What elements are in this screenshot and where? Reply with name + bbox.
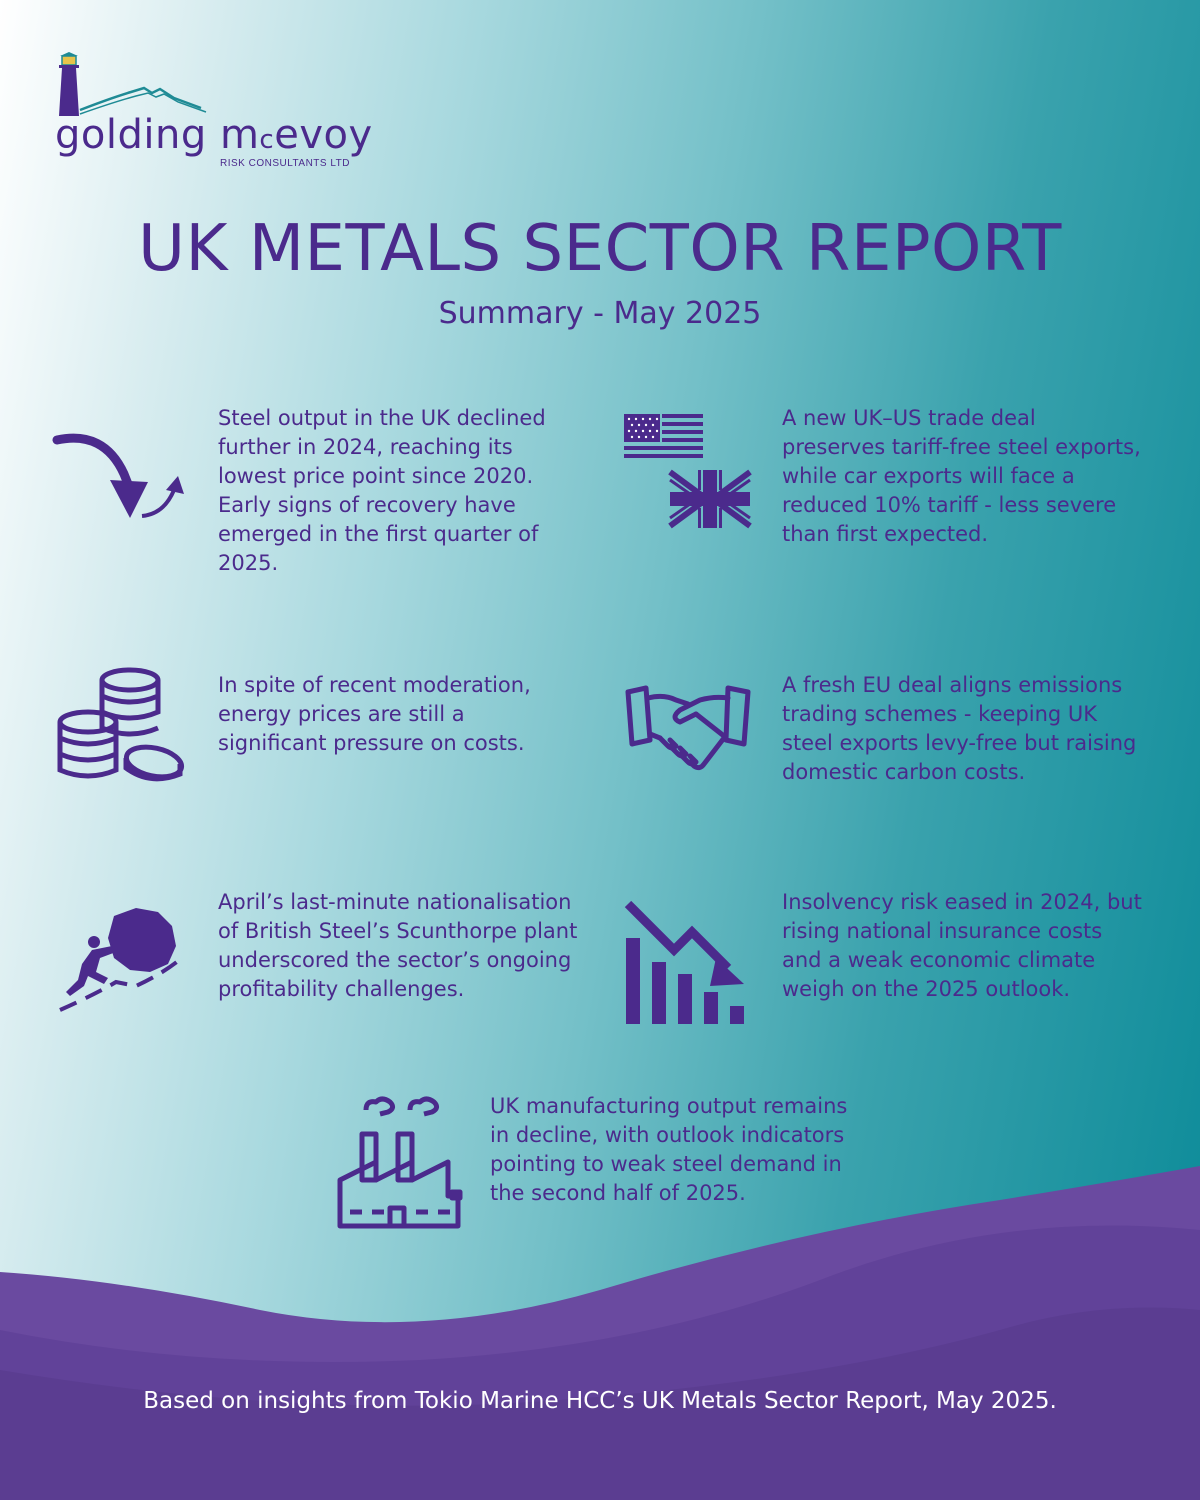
item-text-british-steel: April’s last-minute nationalisation of British Steel’s Scunthorpe plant underscored the sector’s ongoing profitability challenges. bbox=[218, 890, 578, 1001]
handshake-icon bbox=[624, 682, 754, 772]
brand-name-small-c: c bbox=[259, 125, 275, 155]
brand-name-part1: golding m bbox=[55, 112, 260, 158]
us-uk-flags-icon bbox=[622, 412, 754, 532]
brand-name-part2: evoy bbox=[274, 112, 373, 158]
item-text-energy-prices: In spite of recent moderation, energy prices are still a significant pressure on costs. bbox=[218, 673, 531, 755]
item-text-manufacturing: UK manufacturing output remains in decline, with outlook indicators pointing to weak steel demand in the second half of 2025. bbox=[490, 1094, 848, 1205]
brand-name bbox=[55, 112, 373, 158]
item-text-trade-deal: A new UK–US trade deal preserves tariff-free steel exports, while car exports will face a reduced 10% tariff - less severe than first expected. bbox=[782, 406, 1141, 546]
wave-background bbox=[0, 1160, 1200, 1500]
coin-stacks-icon bbox=[56, 666, 188, 786]
brand-tagline: RISK CONSULTANTS LTD bbox=[220, 158, 351, 169]
page-title: UK METALS SECTOR REPORT bbox=[138, 212, 1062, 286]
footer-source-note: Based on insights from Tokio Marine HCC’s UK Metals Sector Report, May 2025. bbox=[143, 1388, 1057, 1414]
item-text-eu-deal: A fresh EU deal aligns emissions trading schemes - keeping UK steel exports levy-free but raising domestic carbon costs. bbox=[782, 673, 1137, 784]
factory-icon bbox=[336, 1096, 466, 1230]
item-text-insolvency: Insolvency risk eased in 2024, but rising national insurance costs and a weak economic climate weigh on the 2025 outlook. bbox=[782, 890, 1142, 1001]
declining-chart-icon bbox=[624, 898, 748, 1026]
boulder-push-icon bbox=[56, 906, 190, 1018]
down-arrow-recovery-icon bbox=[52, 428, 192, 524]
page-subtitle: Summary - May 2025 bbox=[438, 296, 762, 331]
item-text-steel-output: Steel output in the UK declined further in 2024, reaching its lowest price point since 2020. Early signs of recovery have emerged in the first quarter of 2025. bbox=[218, 406, 546, 575]
